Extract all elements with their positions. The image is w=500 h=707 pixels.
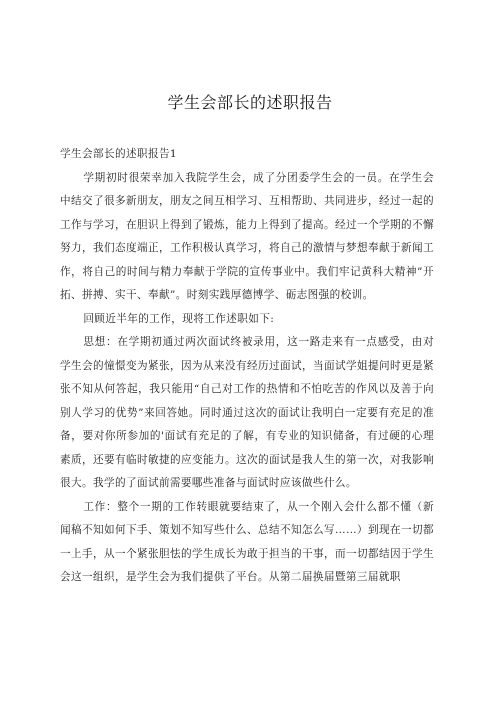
page-title: 学生会部长的述职报告 [167, 93, 333, 112]
document-body [60, 143, 434, 590]
paragraph-work: 工作：整个一期的工作转眼就要结束了，从一个刚入会什么都不懂（新闻稿不知如何下手、策划不知写些什么、总结不知怎么写……）到现在一切都一上手，从一个紧张胆怯的学生成长为敢于担当的干事，而一切都结因于学生会这一组织，是学生会为我们提供了平台。从第二届换届暨第三届就职 [60, 500, 434, 583]
section-heading: 学生会部长的述职报告1 [60, 148, 178, 160]
paragraph-thought: 思想：在学期初通过两次面试终被录用，这一路走来有一点感受，由对学生会的憧憬变为紧张，因为从来没有经历过面试，当面试学姐提问时更是紧张不知从何答起，我只能用“自己对工作的热情和不怕吃苦的作风以及善于向别人学习的优势”来回答她。同时通过这次的面试让我明白一定要有充足的准备，要对你所参加的'面试有充足的了解，有专业的知识储备，有过硬的心理素质，还要有临时敏捷的应变能力。这次的面试是我人生的第一次，对我影响很大。我学的了面试前需要哪些准备与面试时应该做些什么。 [60, 336, 434, 489]
paragraph-intro: 学期初时很荣幸加入我院学生会，成了分团委学生会的一员。在学生会中结交了很多新朋友，朋友之间互相学习、互相帮助、共同进步，经过一起的工作与学习，在胆识上得到了锻炼，能力上得到了提高。经过一个学期的不懈努力，我们态度端正，工作积极认真学习，将自己的激情与梦想奉献于新闻工作，将自己的时间与精力奉献于学院的宣传事业中。我们牢记黄科大精神”开拓、拼搏、实干、奉献”。时刻实践厚德博学、砺志图强的校训。 [60, 171, 434, 301]
paragraph-review: 回顾近半年的工作，现将工作述职如下: [83, 312, 275, 325]
